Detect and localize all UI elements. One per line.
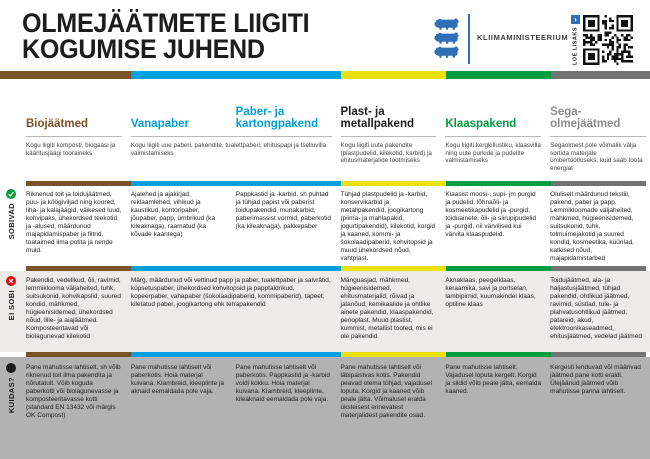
qr-block[interactable] (571, 13, 635, 67)
logo-divider (468, 14, 470, 64)
estonia-three-lions-icon (432, 18, 462, 60)
row-label-text: EI SOBI (6, 290, 16, 321)
col-subtitle-klaas: Kogu liigiti kergkillustiku, klaasvilla ning uute purkide ja pudelite valmistamiseks (445, 136, 541, 173)
col-title-paber-kartongpakend: Paber- ja kartongpakend (235, 106, 319, 130)
cell-kuidas-paber-kartong: Pane mahutisse lahtiselt või paberkotis. Pappkastid ja -karbid voldi kokku. Hoia materjal kuivana. Klambreid, kleeplinte, kileaknaid eemaldada pole vaja. (235, 364, 330, 403)
cell-sobivad-klaas: Klaasist moosi-, supi- jm purgid ja pudelid, lõhnaõli- ja kosmeetikapudelid ja -purgid, toiduainete, õli- ja siirupipudelid ja -purgid, nii värvilised kui värvita klaaspudelid. (445, 191, 537, 238)
page-title-line2: KOGUMISE JUHEND (22, 34, 265, 64)
x-circle-icon (6, 276, 16, 286)
cell-kuidas-plast-metall: Pane mahutisse lahtiselt või läbipaistvas kotis. Pakendid peavad olema tühjad, vajadusel loputa. Korgid ja kaaned võib peale jätta. Võimalusel eralda üksteisest erinevatest materjalidest pakendite osad. (340, 364, 432, 419)
stripe-brown (0, 71, 131, 79)
row-label-text: KUIDAS? (6, 377, 16, 414)
page-title (22, 10, 331, 62)
cell-sobivad-paber-kartong: Pappkastid ja -karbid, sh puhtad ja tühjad papist või paberist toidupakendid, munakarbid, paberimassist vormid, paberkotid (ka kileaknaga), pakkepaber (235, 191, 332, 230)
cell-kuidas-vanapaber: Pane mahutisse lahtiselt või paberkotis. Hoia materjal kuivana. Klambreid, kleeplinte ja aknaid eemaldada pole vaja. (130, 364, 225, 395)
check-circle-icon (6, 189, 16, 199)
stripe-green (446, 352, 551, 357)
stripe-gray (551, 71, 650, 79)
cell-sobivad-biojaatmed: Riknenud toit ja toidujäätmed, puu- ja köögiviljad ning koored, liha- ja kalajäägid, väikesed luud, kohvipaks, ühekordsed teekotid ja -alused, määrdunud majapidamispaber ja filtrid, toataimed ilma potita ja nende muld. (26, 191, 122, 254)
stripe-gray (551, 266, 646, 271)
stripe-brown (26, 266, 131, 271)
col-subtitle-paber: Kogu liigiti uue paberi, pakendite, tualettpaberi, ehituspapi ja tselluvilla valmistamiseks (131, 136, 332, 173)
qr-label: LOE LISAKS (572, 26, 579, 65)
chevron-right-icon: › (571, 15, 580, 24)
stripe-blue (131, 266, 341, 271)
col-title-sega-olmejaatmed: Sega-olmejäätmed (550, 106, 621, 130)
stripe-blue (131, 181, 341, 186)
qr-code-icon (583, 15, 633, 65)
stripe-gray (551, 352, 646, 357)
row-label-ei-sobi (3, 276, 19, 340)
dot-circle-icon (6, 363, 16, 373)
cell-eisobi-plast-metall: Mänguasjad, mähkmed, hügieenisidemed, ehitusmaterjalid, rõivad ja jalanõud, kemikaalide ja ohtlike ainete pakendid, klaaspakendid, penoplast. Muud plastist, kummist, metallist tooted, mis ei ole pakendid (340, 277, 434, 340)
stripe-green (446, 71, 551, 79)
cell-kuidas-sega: Kergesti lenduvad või määrivad jäätmed pane kotti eraldi. Ülejäänud jäätmed võib mahutisse panna lahtiselt. (550, 364, 641, 395)
col-title-vanapaber: Vanapaber (130, 118, 189, 130)
row-label-sobivad (3, 189, 19, 263)
row-ei-sobi (26, 277, 646, 341)
cell-eisobi-biojaatmed: Pakendid, vedelikud, õli, ravimid, lemmiklooma väljaheited, tuhk, suitsukonid, kohvikapslid, suured kondid, mähkmed, hügieenisidemed, ühekordsed nõud, lille- ja aiajäätmed. Komposteeritavad või biolagunevad kilekotid (26, 277, 122, 340)
cell-eisobi-paber-merged: Märg, määrdunud või vettinud papp ja paber, tualettpaber ja salvrätid, küpsetuspaber, ühekordsed kohvitopsid ja papptaldrikud, kopeerpaber, vahapaber (šokolaadipaberid, kommipaberid), tapeet, kiletatud paber, joogikartong ehk tetrapakendid (130, 277, 331, 308)
stripe-blue (131, 352, 341, 357)
row-label-kuidas (3, 363, 19, 433)
row-sobivad (26, 191, 646, 263)
cell-eisobi-klaas: Aknaklaas, peegelklaas, keraamika, savi ja portselan, lambipirnid, kuumakindel klaas, optiline klaas (445, 277, 536, 308)
col-title-klaaspakend: Klaaspakend (445, 118, 517, 130)
cell-sobivad-plast-metall: Tühjad plastpudelid ja -karbid, konservikarbid ja metallpakendid, joogikartong (piima- ja mahlapakid, jogurtipakendid), kilekotid, korgid ja kaaned, kommi- ja šokolaadipaberid, kohvitopsid ja muud ühekordsed nõud, vahtplast. (340, 191, 436, 262)
col-subtitle-plast-metall: Kogu liigiti uute pakendite (plastpudelid, kilekotid, karbid) ja ehitusmaterjalide tootmiseks (341, 136, 437, 173)
row-divider-stripe-1 (26, 181, 646, 186)
stripe-brown (26, 181, 131, 186)
row-divider-stripe-3 (26, 352, 646, 357)
page-title-line1: OLMEJÄÄTMETE LIIGITI (22, 8, 310, 38)
column-headers (26, 96, 646, 173)
stripe-blue (131, 71, 341, 79)
cell-eisobi-sega: Toidujäätmed, aia- ja haljastusjäätmed, tühjad pakendid, ohtlikud jäätmed, ravimid, süstlad, tule- ja plahvatusohtlikud jäätmed, patareid, akud, elektroonikaseadmed, ehitusjäätmed, vedelad jäätmed (550, 277, 642, 340)
stripe-yellow (341, 352, 446, 357)
stripe-yellow (341, 181, 446, 186)
stripe-yellow (341, 71, 446, 79)
row-divider-stripe-2 (26, 266, 646, 271)
cell-sobivad-sega: Oluliselt määrdunud tekstiil, pakend, paber ja papp. Lemmikloomade väljaheited, mähkmed, hügieenisidemed, suitsukonid, tuhk, tolmuimejakotid ja suured kondid, kosmeetika, küünlad, katkised nõud, majapidamistarbed (550, 191, 634, 262)
stripe-brown (26, 352, 131, 357)
col-subtitle-sega: Segaolmest pole võimalik välja sortida materjale ümbertöötluseks, kuid saab toota energiat (550, 136, 646, 173)
cell-sobivad-vanapaber: Ajalehed ja ajakirjad, reklaamlehed, vihikud ja kaustikud, kontoripaber, jõupaber, papp, ümbrikud (ka kileaknaga), raamatud (ka kõvade kaantega) (130, 191, 216, 238)
cell-kuidas-klaas: Pane mahutisse lahtiselt. Vajadusel loputa kergelt. Korgid ja sildid võib peale jätta, eemalda kaaned. (445, 364, 542, 395)
stripe-yellow (341, 266, 446, 271)
row-label-text: SOBIVAD (6, 203, 16, 240)
stripe-green (446, 181, 551, 186)
category-color-stripe (0, 71, 650, 79)
stripe-gray (551, 181, 646, 186)
col-subtitle-biojaatmed: Kogu liigiti komposti, biogaasi ja kääritusjäägi tooraineks (26, 136, 122, 173)
row-kuidas (26, 364, 646, 420)
ministry-name: KLIIMAMINISTEERIUM (477, 33, 569, 42)
col-title-biojaatmed: Biojäätmed (26, 118, 88, 130)
cell-kuidas-biojaatmed: Pane mahutisse lahtiselt, sh võib riknenud toit ilma pakendita ja nõrutatult. Võib koguda paberkotti või biolagunevasse ja komposteeritavasse kotti (standard EN 13432 või märgis OK Compost) (26, 364, 121, 419)
col-title-plast-metallpakend: Plast- ja metallpakend (340, 106, 414, 130)
stripe-green (446, 266, 551, 271)
